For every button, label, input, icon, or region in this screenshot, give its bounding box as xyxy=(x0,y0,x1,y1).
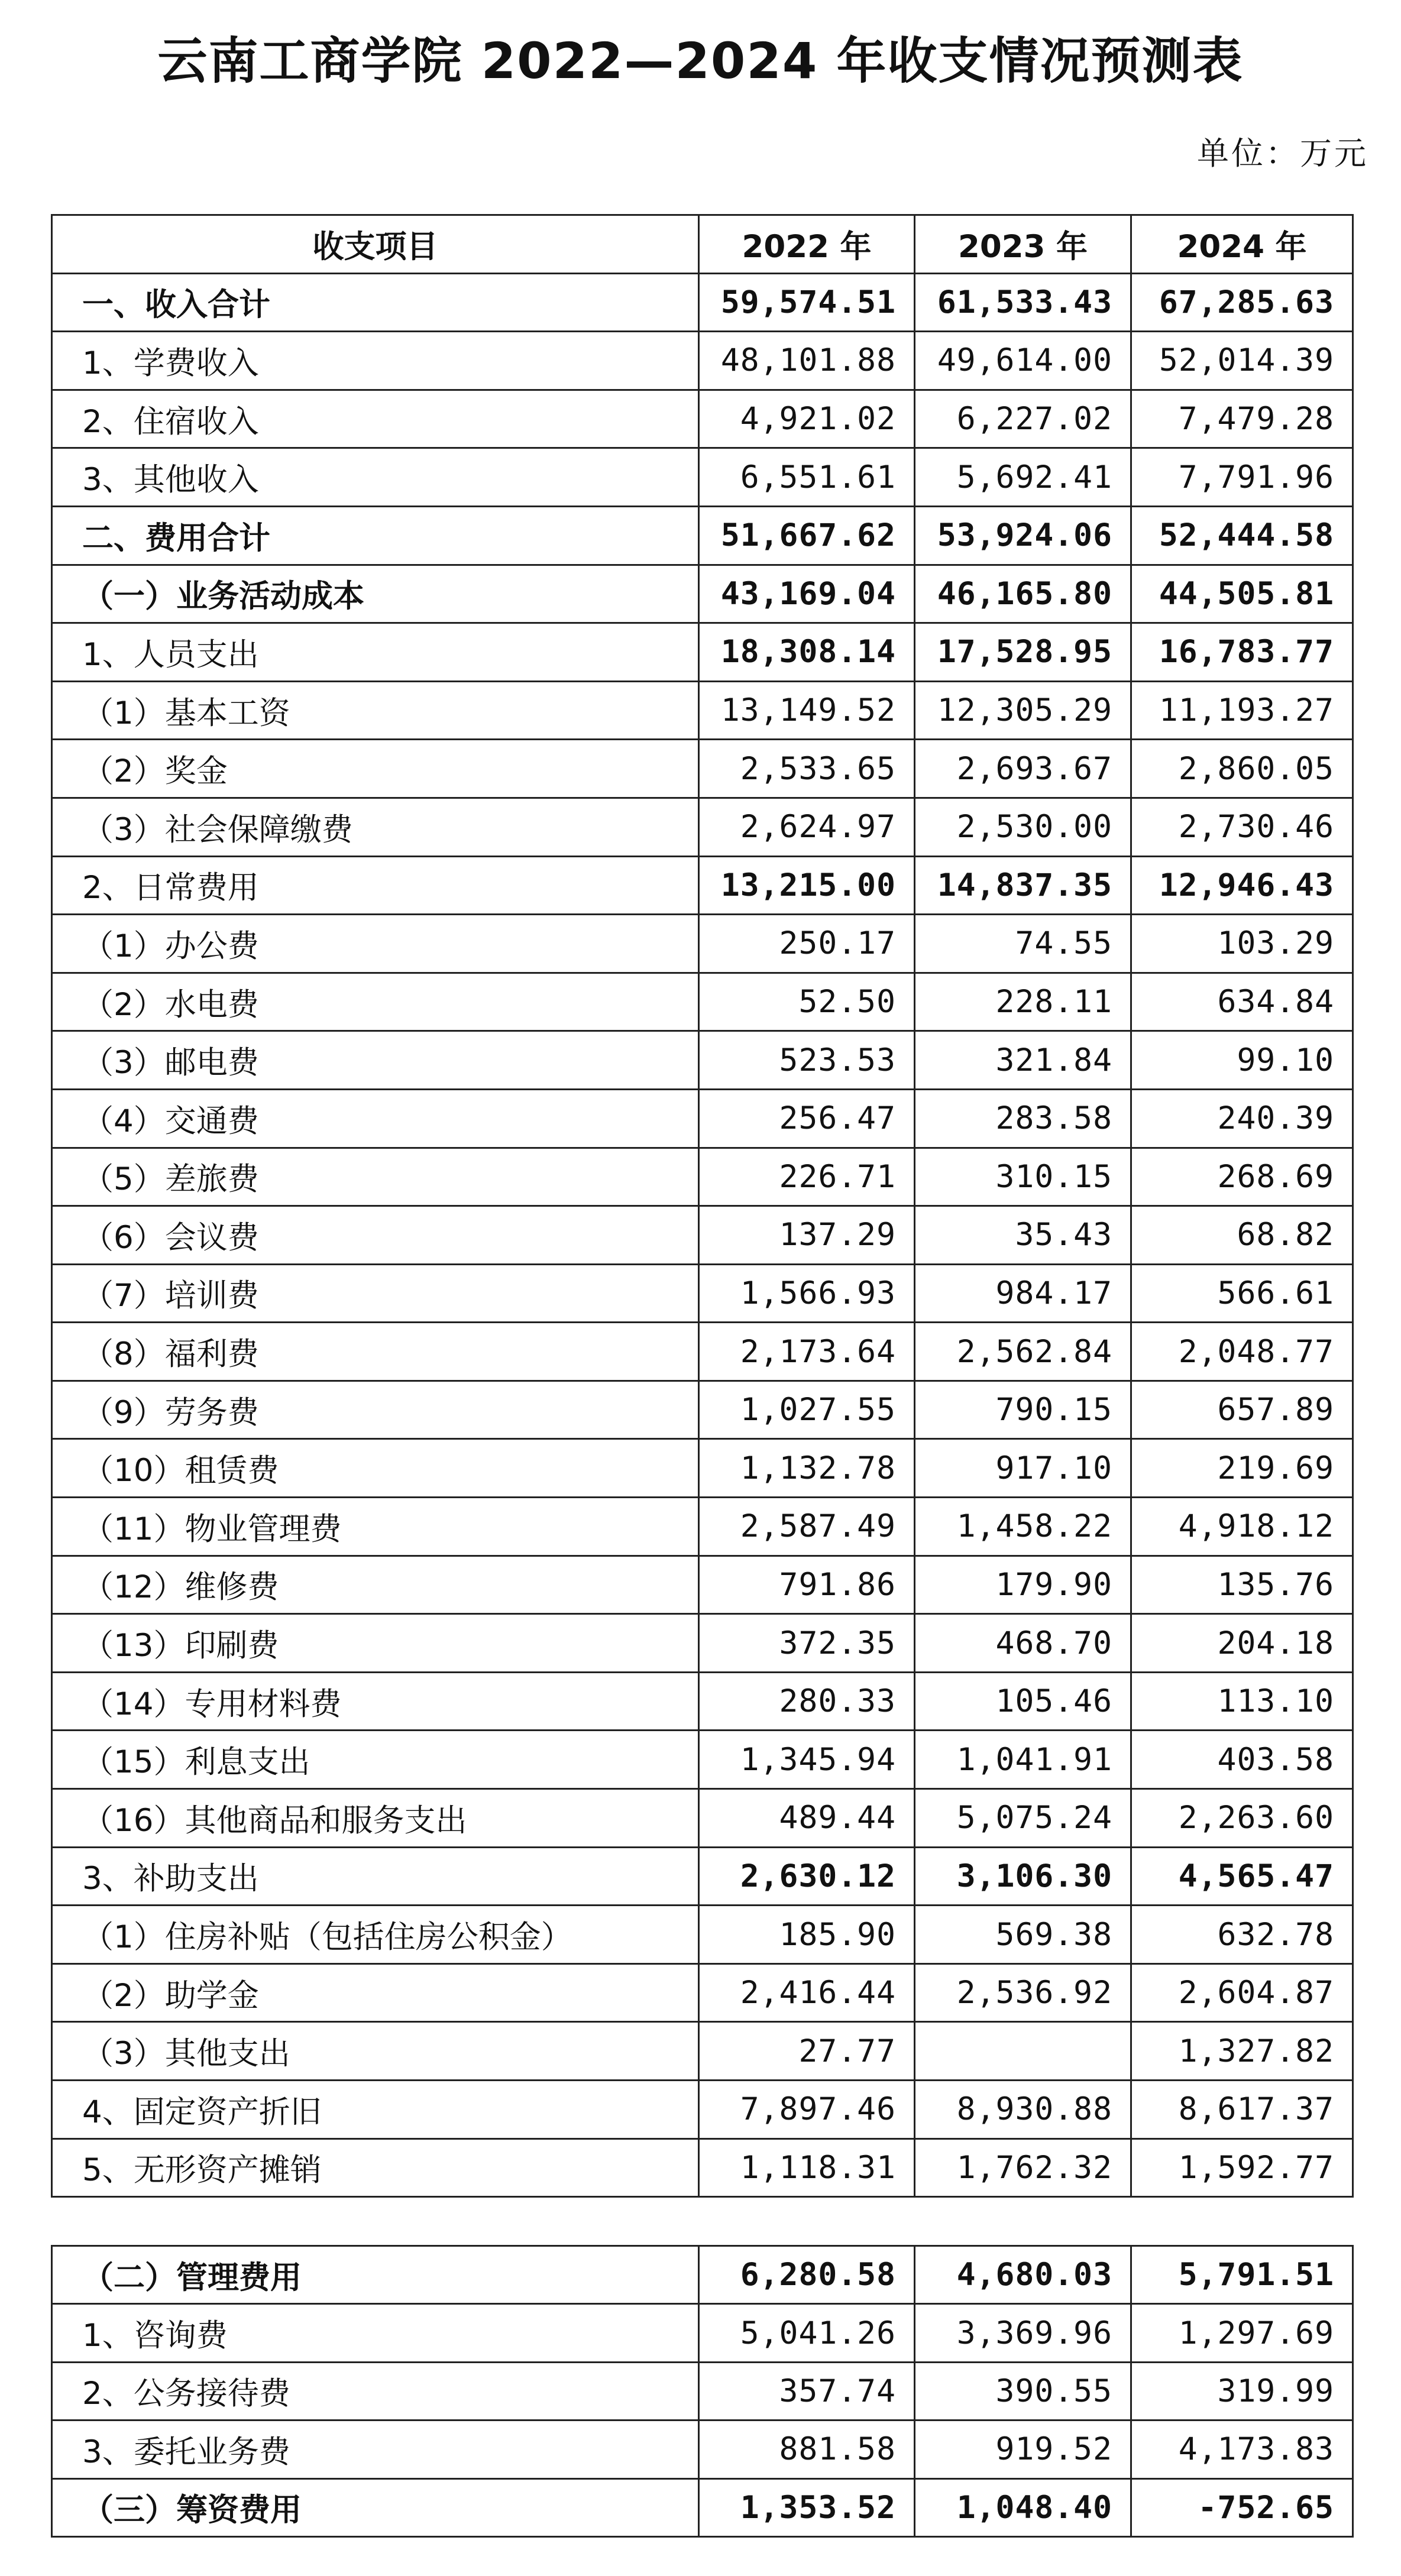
value-2022: 523.53 xyxy=(699,1031,915,1090)
table-row xyxy=(52,973,1353,1031)
value-2023: 228.11 xyxy=(915,973,1131,1031)
header-2024: 2024 年 xyxy=(1131,215,1353,274)
table-row xyxy=(52,1906,1353,1964)
table-row xyxy=(52,798,1353,856)
row-label: 2、住宿收入 xyxy=(52,390,699,448)
value-2024: 2,048.77 xyxy=(1131,1323,1353,1381)
value-2022: 2,630.12 xyxy=(699,1847,915,1906)
row-label: （3）邮电费 xyxy=(52,1031,699,1090)
value-2023: 569.38 xyxy=(915,1906,1131,1964)
value-2022: 51,667.62 xyxy=(699,506,915,565)
value-2024: 52,014.39 xyxy=(1131,332,1353,390)
value-2023: 6,227.02 xyxy=(915,390,1131,448)
row-label: （3）其他支出 xyxy=(52,2022,699,2081)
table-row xyxy=(52,1847,1353,1906)
table-row xyxy=(52,2138,1353,2197)
value-2024: 319.99 xyxy=(1131,2362,1353,2420)
value-2024: 632.78 xyxy=(1131,1906,1353,1964)
value-2022: 1,345.94 xyxy=(699,1731,915,1789)
value-2023: 1,041.91 xyxy=(915,1731,1131,1789)
table-row xyxy=(52,1439,1353,1498)
value-2023: 1,458.22 xyxy=(915,1498,1131,1556)
budget-table-main xyxy=(51,214,1354,2198)
value-2022: 52.50 xyxy=(699,973,915,1031)
row-label: （4）交通费 xyxy=(52,1089,699,1148)
value-2024: 44,505.81 xyxy=(1131,565,1353,623)
value-2024: 403.58 xyxy=(1131,1731,1353,1789)
table-row xyxy=(52,1731,1353,1789)
row-label: （16）其他商品和服务支出 xyxy=(52,1789,699,1848)
value-2023: 283.58 xyxy=(915,1089,1131,1148)
table-row xyxy=(52,1614,1353,1673)
table-row xyxy=(52,1963,1353,2022)
value-2023: 917.10 xyxy=(915,1439,1131,1498)
value-2024: 2,604.87 xyxy=(1131,1963,1353,2022)
value-2022: 2,173.64 xyxy=(699,1323,915,1381)
value-2024: 2,263.60 xyxy=(1131,1789,1353,1848)
value-2022: 13,149.52 xyxy=(699,681,915,740)
value-2023 xyxy=(915,2022,1131,2081)
table-row xyxy=(52,390,1353,448)
value-2023: 8,930.88 xyxy=(915,2081,1131,2139)
table-row xyxy=(52,1148,1353,1206)
value-2023: 5,075.24 xyxy=(915,1789,1131,1848)
value-2024: 2,730.46 xyxy=(1131,798,1353,856)
value-2023: 321.84 xyxy=(915,1031,1131,1090)
value-2024: 68.82 xyxy=(1131,1206,1353,1265)
budget-table-management-body xyxy=(52,2246,1353,2537)
row-label: （6）会议费 xyxy=(52,1206,699,1265)
value-2023: 1,762.32 xyxy=(915,2138,1131,2197)
row-label: 3、其他收入 xyxy=(52,448,699,507)
table-row xyxy=(52,506,1353,565)
value-2024: 12,946.43 xyxy=(1131,856,1353,915)
value-2024: 4,918.12 xyxy=(1131,1498,1353,1556)
row-label: （11）物业管理费 xyxy=(52,1498,699,1556)
row-label: 二、费用合计 xyxy=(52,506,699,565)
row-label: （1）住房补贴（包括住房公积金） xyxy=(52,1906,699,1964)
table-row xyxy=(52,1789,1353,1848)
value-2024: 113.10 xyxy=(1131,1672,1353,1731)
table-row xyxy=(52,1672,1353,1731)
budget-table-management xyxy=(51,2245,1354,2538)
value-2022: 280.33 xyxy=(699,1672,915,1731)
value-2023: 2,536.92 xyxy=(915,1963,1131,2022)
value-2023: 3,369.96 xyxy=(915,2304,1131,2362)
value-2022: 137.29 xyxy=(699,1206,915,1265)
value-2022: 2,587.49 xyxy=(699,1498,915,1556)
value-2022: 18,308.14 xyxy=(699,623,915,682)
value-2022: 1,566.93 xyxy=(699,1264,915,1323)
value-2023: 2,530.00 xyxy=(915,798,1131,856)
row-label: （13）印刷费 xyxy=(52,1614,699,1673)
row-label: （7）培训费 xyxy=(52,1264,699,1323)
value-2022: 2,624.97 xyxy=(699,798,915,856)
table-row xyxy=(52,1031,1353,1090)
value-2022: 27.77 xyxy=(699,2022,915,2081)
table-row xyxy=(52,273,1353,332)
value-2023: 17,528.95 xyxy=(915,623,1131,682)
table-row xyxy=(52,1498,1353,1556)
table-row xyxy=(52,2421,1353,2478)
value-2022: 1,027.55 xyxy=(699,1381,915,1439)
row-label: （8）福利费 xyxy=(52,1323,699,1381)
page-title: 云南工商学院 2022—2024 年收支情况预测表 xyxy=(157,32,1244,90)
table-row xyxy=(52,2246,1353,2304)
table-row xyxy=(52,332,1353,390)
value-2023: 4,680.03 xyxy=(915,2246,1131,2304)
value-2022: 250.17 xyxy=(699,915,915,973)
value-2023: 3,106.30 xyxy=(915,1847,1131,1906)
table-row xyxy=(52,2304,1353,2362)
row-label: 2、公务接待费 xyxy=(52,2362,699,2420)
row-label: （15）利息支出 xyxy=(52,1731,699,1789)
row-label: 1、咨询费 xyxy=(52,2304,699,2362)
value-2023: 179.90 xyxy=(915,1556,1131,1614)
table-row xyxy=(52,915,1353,973)
value-2024: 11,193.27 xyxy=(1131,681,1353,740)
value-2022: 1,132.78 xyxy=(699,1439,915,1498)
value-2022: 1,118.31 xyxy=(699,2138,915,2197)
value-2024: -752.65 xyxy=(1131,2478,1353,2536)
value-2024: 204.18 xyxy=(1131,1614,1353,1673)
value-2022: 13,215.00 xyxy=(699,856,915,915)
value-2023: 46,165.80 xyxy=(915,565,1131,623)
value-2024: 268.69 xyxy=(1131,1148,1353,1206)
value-2023: 5,692.41 xyxy=(915,448,1131,507)
value-2022: 226.71 xyxy=(699,1148,915,1206)
value-2024: 103.29 xyxy=(1131,915,1353,973)
row-label: （5）差旅费 xyxy=(52,1148,699,1206)
value-2022: 7,897.46 xyxy=(699,2081,915,2139)
table-row xyxy=(52,1264,1353,1323)
row-label: （三）筹资费用 xyxy=(52,2478,699,2536)
header-2022: 2022 年 xyxy=(699,215,915,274)
value-2023: 14,837.35 xyxy=(915,856,1131,915)
row-label: 5、无形资产摊销 xyxy=(52,2138,699,2197)
row-label: 1、人员支出 xyxy=(52,623,699,682)
row-label: （1）办公费 xyxy=(52,915,699,973)
table-row xyxy=(52,1381,1353,1439)
value-2022: 2,416.44 xyxy=(699,1963,915,2022)
row-label: （3）社会保障缴费 xyxy=(52,798,699,856)
value-2022: 5,041.26 xyxy=(699,2304,915,2362)
table-row xyxy=(52,681,1353,740)
value-2023: 35.43 xyxy=(915,1206,1131,1265)
value-2023: 468.70 xyxy=(915,1614,1131,1673)
header-2023: 2023 年 xyxy=(915,215,1131,274)
budget-table-main-body xyxy=(52,215,1353,2197)
value-2024: 240.39 xyxy=(1131,1089,1353,1148)
value-2024: 16,783.77 xyxy=(1131,623,1353,682)
value-2024: 1,327.82 xyxy=(1131,2022,1353,2081)
value-2024: 4,173.83 xyxy=(1131,2421,1353,2478)
value-2023: 12,305.29 xyxy=(915,681,1131,740)
row-label: （2）奖金 xyxy=(52,740,699,798)
value-2024: 657.89 xyxy=(1131,1381,1353,1439)
value-2022: 4,921.02 xyxy=(699,390,915,448)
value-2024: 7,479.28 xyxy=(1131,390,1353,448)
value-2023: 53,924.06 xyxy=(915,506,1131,565)
value-2024: 135.76 xyxy=(1131,1556,1353,1614)
row-label: （10）租赁费 xyxy=(52,1439,699,1498)
table-row xyxy=(52,740,1353,798)
value-2023: 61,533.43 xyxy=(915,273,1131,332)
row-label: （12）维修费 xyxy=(52,1556,699,1614)
value-2023: 105.46 xyxy=(915,1672,1131,1731)
value-2024: 1,297.69 xyxy=(1131,2304,1353,2362)
table-row xyxy=(52,2022,1353,2081)
value-2023: 1,048.40 xyxy=(915,2478,1131,2536)
table-row xyxy=(52,1556,1353,1614)
row-label: （1）基本工资 xyxy=(52,681,699,740)
table-row xyxy=(52,2362,1353,2420)
value-2024: 1,592.77 xyxy=(1131,2138,1353,2197)
value-2022: 43,169.04 xyxy=(699,565,915,623)
value-2024: 7,791.96 xyxy=(1131,448,1353,507)
value-2024: 99.10 xyxy=(1131,1031,1353,1090)
value-2022: 791.86 xyxy=(699,1556,915,1614)
value-2024: 67,285.63 xyxy=(1131,273,1353,332)
value-2022: 372.35 xyxy=(699,1614,915,1673)
value-2023: 984.17 xyxy=(915,1264,1131,1323)
row-label: （2）水电费 xyxy=(52,973,699,1031)
value-2023: 2,562.84 xyxy=(915,1323,1131,1381)
row-label: （一）业务活动成本 xyxy=(52,565,699,623)
value-2023: 74.55 xyxy=(915,915,1131,973)
value-2022: 48,101.88 xyxy=(699,332,915,390)
row-label: 4、固定资产折旧 xyxy=(52,2081,699,2139)
row-label: 3、委托业务费 xyxy=(52,2421,699,2478)
value-2022: 6,551.61 xyxy=(699,448,915,507)
value-2024: 5,791.51 xyxy=(1131,2246,1353,2304)
row-label: 2、日常费用 xyxy=(52,856,699,915)
row-label: （2）助学金 xyxy=(52,1963,699,2022)
value-2024: 219.69 xyxy=(1131,1439,1353,1498)
table-row xyxy=(52,856,1353,915)
table-row xyxy=(52,2081,1353,2139)
value-2023: 2,693.67 xyxy=(915,740,1131,798)
unit-note: 单位：万元 xyxy=(1197,135,1368,172)
row-label: 3、补助支出 xyxy=(52,1847,699,1906)
table-header-row xyxy=(52,215,1353,274)
value-2024: 2,860.05 xyxy=(1131,740,1353,798)
value-2022: 357.74 xyxy=(699,2362,915,2420)
table-row xyxy=(52,1323,1353,1381)
value-2022: 59,574.51 xyxy=(699,273,915,332)
row-label: 1、学费收入 xyxy=(52,332,699,390)
value-2023: 310.15 xyxy=(915,1148,1131,1206)
value-2024: 8,617.37 xyxy=(1131,2081,1353,2139)
value-2022: 489.44 xyxy=(699,1789,915,1848)
value-2022: 1,353.52 xyxy=(699,2478,915,2536)
table-row xyxy=(52,1089,1353,1148)
header-item: 收支项目 xyxy=(52,215,699,274)
value-2022: 2,533.65 xyxy=(699,740,915,798)
value-2023: 919.52 xyxy=(915,2421,1131,2478)
row-label: （9）劳务费 xyxy=(52,1381,699,1439)
row-label: （14）专用材料费 xyxy=(52,1672,699,1731)
row-label: （二）管理费用 xyxy=(52,2246,699,2304)
value-2024: 52,444.58 xyxy=(1131,506,1353,565)
value-2022: 256.47 xyxy=(699,1089,915,1148)
table-row xyxy=(52,448,1353,507)
value-2023: 49,614.00 xyxy=(915,332,1131,390)
row-label: 一、收入合计 xyxy=(52,273,699,332)
table-row xyxy=(52,2478,1353,2536)
value-2022: 185.90 xyxy=(699,1906,915,1964)
value-2024: 566.61 xyxy=(1131,1264,1353,1323)
value-2024: 634.84 xyxy=(1131,973,1353,1031)
table-row xyxy=(52,1206,1353,1265)
table-row xyxy=(52,565,1353,623)
value-2024: 4,565.47 xyxy=(1131,1847,1353,1906)
value-2023: 790.15 xyxy=(915,1381,1131,1439)
value-2023: 390.55 xyxy=(915,2362,1131,2420)
value-2022: 6,280.58 xyxy=(699,2246,915,2304)
table-row xyxy=(52,623,1353,682)
value-2022: 881.58 xyxy=(699,2421,915,2478)
